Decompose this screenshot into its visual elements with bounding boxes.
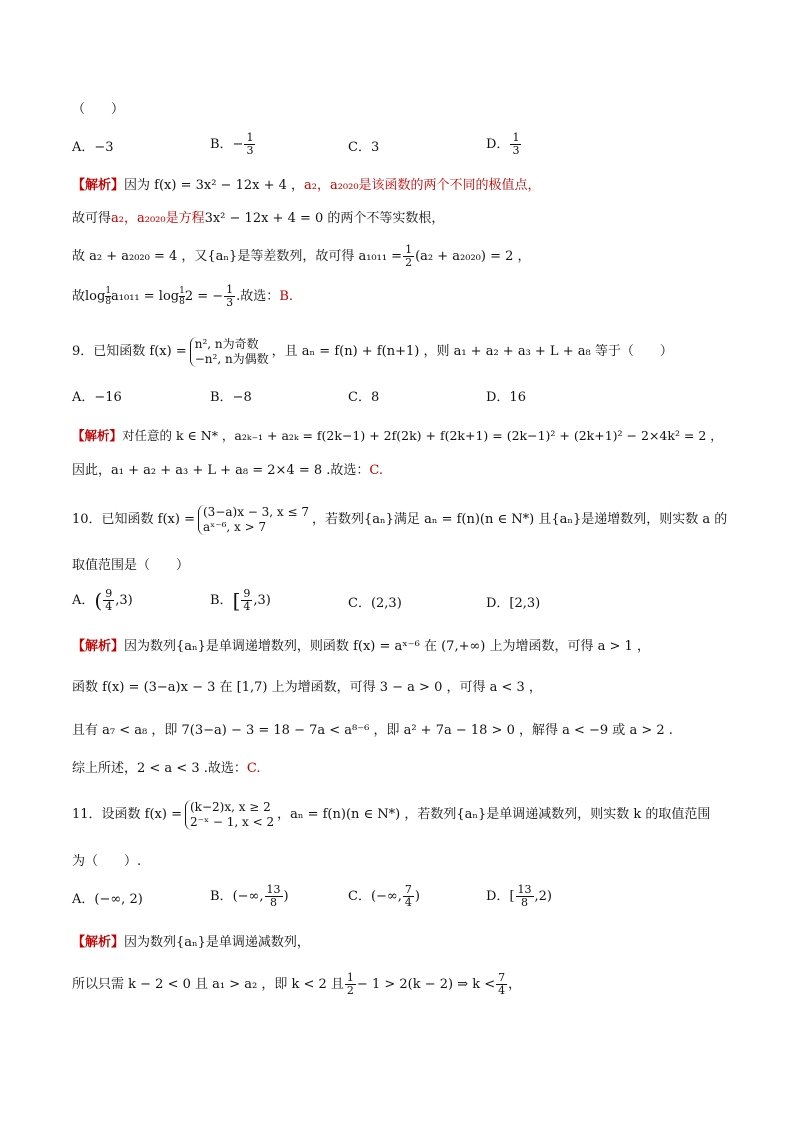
q8-option-c: C．3 (348, 140, 380, 155)
q11-question-line-2: 为（ ）. (72, 854, 142, 869)
q8-analysis-line-3: 故 a₂ + a₂₀₂₀ = 4 ，又{aₙ}是等差数列，故可得 a₁₀₁₁ = $\frac{1}{2}$ (a₂ + a₂₀₂₀) = 2 ， (72, 243, 531, 269)
q10-analysis-line-4: 综上所述，2 < a < 3 .故选：C. (72, 761, 261, 776)
q9-option-d: D．16 (486, 390, 526, 405)
q11-option-c: C．(−∞, $\frac{7}{4}$ ) (348, 883, 420, 909)
q8-option-d: D． $\frac{1}{3}$ (486, 131, 520, 157)
q10-option-a: A．( $\frac{9}{4}$ ,3) (72, 587, 133, 613)
q8-analysis-line-4: 故log $\frac{1}{8}$ a₁₀₁₁ = log $\frac{1}{8}$ 2 = − $\frac{1}{3}$ .故选：B. (72, 283, 293, 309)
q11-option-d: D．[ $\frac{13}{8}$ ,2) (486, 883, 552, 909)
q10-option-d: D．[2,3) (486, 596, 541, 611)
q10-analysis-line-2: 函数 f(x) = (3−a)x − 3 在 [1,7) 上为增函数，可得 3 − a > 0 ，可得 a < 3 ， (72, 680, 542, 695)
q9-analysis-line-1: 【解析】对任意的 k ∈ N* ，a₂ₖ₋₁ + a₂ₖ = f(2k−1) + 2f(2k) + f(2k+1) = (2k−1)² + (2k+1)² − 2×4k² = 2 ， (72, 428, 723, 443)
q10-question-line-2: 取值范围是（ ） (72, 558, 190, 573)
q10-option-c: C．(2,3) (348, 596, 402, 611)
q11-option-b: B．(−∞, $\frac{13}{8}$ ) (210, 883, 289, 909)
q8-analysis-line-1: 【解析】因为 f(x) = 3x² − 12x + 4 ，a₂，a₂₀₂₀是该函数的两个不同的极值点， (72, 178, 541, 193)
q8-option-a: A．−3 (72, 140, 114, 155)
q11-question: 11．设函数 f(x) = (k−2)x, x ≥ 2 2⁻ˣ − 1, x < 2 ，aₙ = f(n)(n ∈ N*) ，若数列{aₙ}是单调递减数列，则实数 k 的取值范围 (72, 799, 711, 829)
q9-option-b: B．−8 (210, 390, 252, 405)
answer-paren: （ ） (72, 102, 125, 117)
q11-analysis-line-1: 【解析】因为数列{aₙ}是单调递减数列， (72, 935, 310, 950)
q10-question: 10．已知函数 f(x) = (3−a)x − 3, x ≤ 7 aˣ⁻⁶, x > 7 ，若数列{aₙ}满足 aₙ = f(n)(n ∈ N*) 且{aₙ}是递增数列，则实数 a 的 (72, 504, 728, 534)
q9-option-c: C．8 (348, 390, 380, 405)
q9-analysis-line-2: 因此，a₁ + a₂ + a₃ + L + a₈ = 2×4 = 8 .故选：C. (72, 463, 384, 478)
q11-analysis-line-2: 所以只需 k − 2 < 0 且 a₁ > a₂ ，即 k < 2 且 $\frac{1}{2}$ − 1 > 2(k − 2) ⇒ k < $\frac{7}{4}$ ， (72, 971, 522, 997)
q10-analysis-line-3: 且有 a₇ < a₈ ，即 7(3−a) − 3 = 18 − 7a < a⁸⁻⁶ ，即 a² + 7a − 18 > 0 ，解得 a < −9 或 a > 2 . (72, 723, 673, 738)
q9-option-a: A．−16 (72, 390, 122, 405)
q9-question: 9．已知函数 f(x) = n², n为奇数 −n², n为偶数 ，且 aₙ = f(n) + f(n+1) ，则 a₁ + a₂ + a₃ + L + a₈ 等于（ ） (72, 336, 673, 366)
q8-option-b: B．− $\frac{1}{3}$ (210, 131, 254, 157)
q8-analysis-line-2: 故可得a₂，a₂₀₂₀是方程3x² − 12x + 4 = 0 的两个不等实数根， (72, 211, 445, 226)
q11-option-a: A．(−∞, 2) (72, 892, 143, 907)
q10-analysis-line-1: 【解析】因为数列{aₙ}是单调递增数列，则函数 f(x) = aˣ⁻⁶ 在 (7,+∞) 上为增函数，可得 a > 1 ， (72, 639, 650, 654)
q10-option-b: B．[ $\frac{9}{4}$ ,3) (210, 587, 271, 613)
